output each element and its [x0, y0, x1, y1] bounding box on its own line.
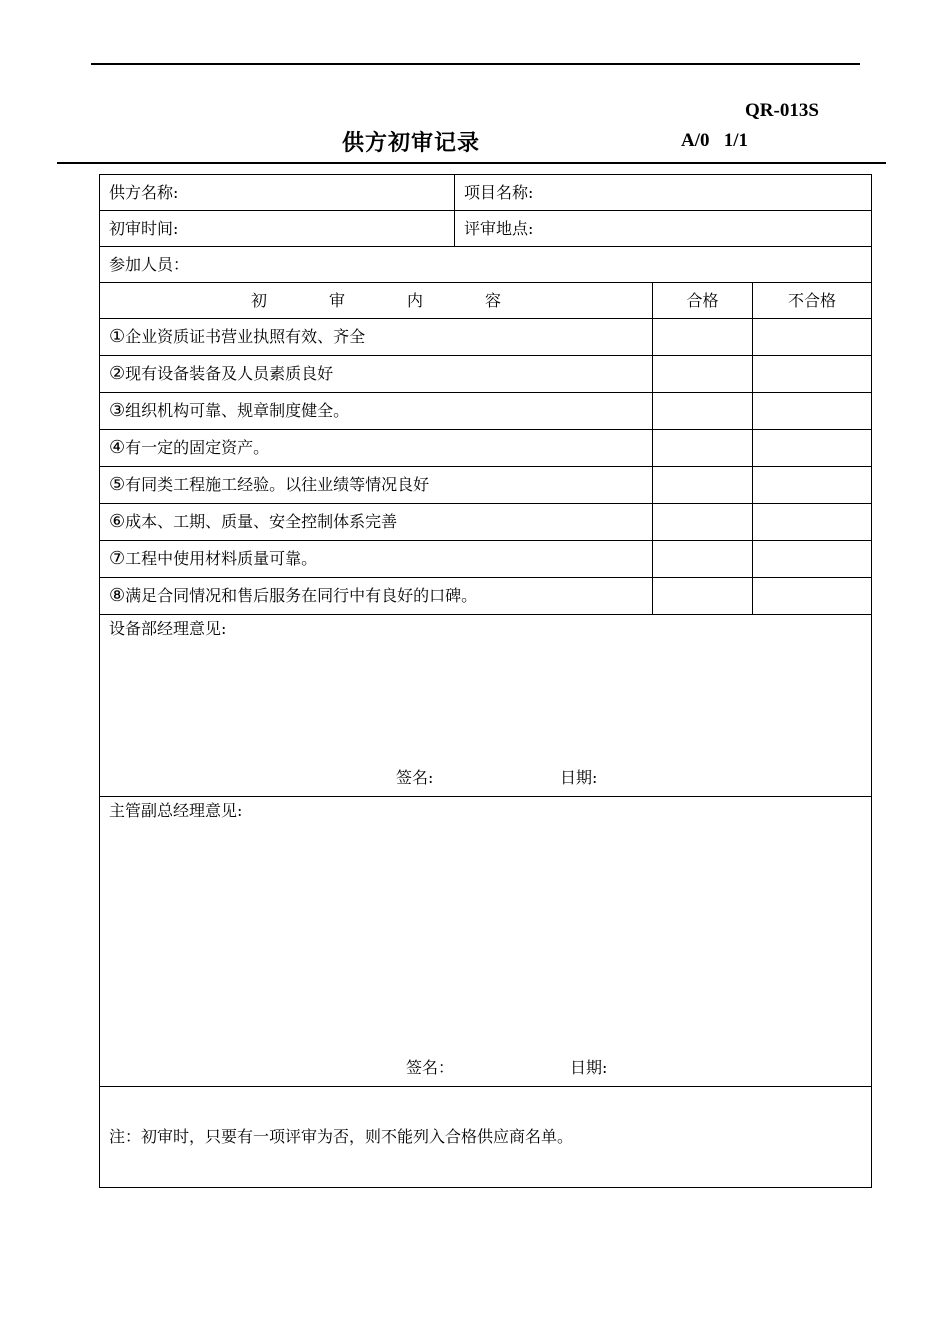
table-row	[100, 430, 872, 467]
fail-checkbox-cell[interactable]	[753, 578, 872, 615]
item-number: ⑤	[109, 474, 126, 495]
signature-label: 签名:	[396, 768, 434, 787]
table-row	[100, 356, 872, 393]
pass-checkbox-cell[interactable]	[653, 578, 753, 615]
fail-checkbox-cell[interactable]	[753, 319, 872, 356]
revision-label: A/0 1/1	[681, 130, 749, 151]
fail-checkbox-cell[interactable]	[753, 430, 872, 467]
item-number: ④	[109, 437, 126, 458]
note-text: 注：初审时，只要有一项评审为否，则不能列入合格供应商名单。	[100, 1087, 872, 1188]
table-row	[100, 467, 872, 504]
criterion-cell	[100, 541, 653, 578]
item-number: ③	[109, 400, 126, 421]
item-number: ⑥	[109, 511, 126, 532]
signature-label: 签名：	[406, 1058, 455, 1077]
pass-checkbox-cell[interactable]	[653, 430, 753, 467]
table-row	[100, 541, 872, 578]
supplier-name-field[interactable]: 供方名称:	[100, 175, 455, 211]
item-number: ⑧	[109, 585, 126, 606]
criterion-text: 企业资质证书营业执照有效、齐全	[125, 327, 366, 346]
project-name-field[interactable]: 项目名称:	[455, 175, 872, 211]
content-header-char: 审	[328, 290, 345, 310]
pass-checkbox-cell[interactable]	[653, 356, 753, 393]
criterion-text: 有同类工程施工经验。以往业绩等情况良好	[125, 475, 430, 494]
top-rule	[91, 63, 860, 65]
content-header-char: 容	[484, 290, 501, 310]
review-form-table	[99, 174, 872, 1188]
date-label: 日期:	[560, 768, 598, 787]
pass-checkbox-cell[interactable]	[653, 467, 753, 504]
table-row	[100, 504, 872, 541]
content-column-header	[100, 283, 653, 319]
deputy-gm-label: 主管副总经理意见:	[109, 801, 243, 820]
equipment-manager-opinion[interactable]	[100, 615, 872, 797]
date-label: 日期:	[570, 1058, 608, 1077]
fail-column-header: 不合格	[753, 283, 872, 319]
criterion-cell	[100, 319, 653, 356]
fail-checkbox-cell[interactable]	[753, 504, 872, 541]
table-row	[100, 393, 872, 430]
participants-field[interactable]: 参加人员：	[100, 247, 872, 283]
item-number: ②	[109, 363, 126, 384]
criterion-text: 现有设备装备及人员素质良好	[125, 364, 334, 383]
pass-column-header: 合格	[653, 283, 753, 319]
criterion-text: 工程中使用材料质量可靠。	[125, 549, 318, 568]
pass-checkbox-cell[interactable]	[653, 319, 753, 356]
criterion-text: 有一定的固定资产。	[125, 438, 270, 457]
review-place-field[interactable]: 评审地点:	[455, 211, 872, 247]
fail-checkbox-cell[interactable]	[753, 356, 872, 393]
criterion-cell	[100, 356, 653, 393]
header-rule	[57, 162, 886, 164]
criterion-cell	[100, 578, 653, 615]
content-header-char: 初	[250, 290, 267, 310]
pass-checkbox-cell[interactable]	[653, 393, 753, 430]
fail-checkbox-cell[interactable]	[753, 467, 872, 504]
criterion-text: 组织机构可靠、规章制度健全。	[125, 401, 350, 420]
criterion-cell	[100, 504, 653, 541]
criterion-text: 满足合同情况和售后服务在同行中有良好的口碑。	[125, 586, 478, 605]
content-header-char: 内	[406, 290, 423, 310]
pass-checkbox-cell[interactable]	[653, 504, 753, 541]
criterion-cell	[100, 467, 653, 504]
item-number: ①	[109, 326, 126, 347]
item-number: ⑦	[109, 548, 126, 569]
equipment-manager-label: 设备部经理意见:	[109, 619, 227, 638]
fail-checkbox-cell[interactable]	[753, 541, 872, 578]
pass-checkbox-cell[interactable]	[653, 541, 753, 578]
deputy-gm-opinion[interactable]	[100, 797, 872, 1087]
document-code: QR-013S	[745, 100, 819, 121]
criterion-cell	[100, 430, 653, 467]
review-time-field[interactable]: 初审时间:	[100, 211, 455, 247]
table-row	[100, 578, 872, 615]
table-row	[100, 319, 872, 356]
fail-checkbox-cell[interactable]	[753, 393, 872, 430]
criterion-text: 成本、工期、质量、安全控制体系完善	[125, 512, 398, 531]
page-title: 供方初审记录	[342, 131, 481, 156]
criterion-cell	[100, 393, 653, 430]
